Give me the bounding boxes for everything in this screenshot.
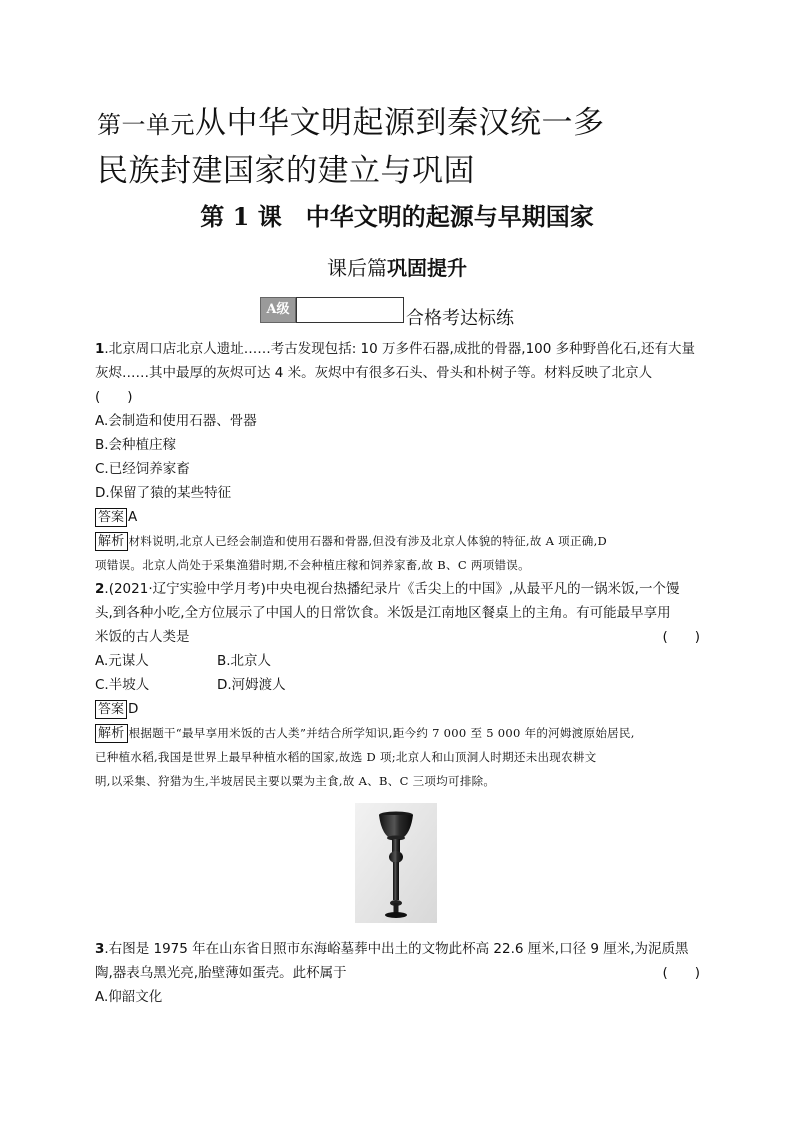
q2-number: 2 [95,581,105,597]
q3-paren: ( ) [662,965,700,981]
q2-option-a: A.元谋人 [95,653,149,669]
section-title [0,252,794,281]
explain-tag: 解析 [95,724,128,743]
q3-number: 3 [95,941,105,957]
q1-stem-line1 [95,337,700,361]
q1-option-a: A.会制造和使用石器、骨器 [95,413,257,429]
q3-stem-text1: .右图是 1975 年在山东省日照市东海峪墓葬中出土的文物此杯高 22.6 厘米,口径 9 厘米,为泥质黑 [104,941,689,957]
q2-answer-value: D [128,701,139,717]
q1-stem-text1: .北京周口店北京人遗址……考古发现包括: 10 万多件石器,成批的骨器,100 多种野兽化石,还有大量 [104,341,695,357]
q2-stem-text1: .(2021·辽宁实验中学月考)中央电视台热播纪录片《舌尖上的中国》,从最平凡的一锅米饭,一个馒 [104,581,680,597]
q2-option-c: C.半坡人 [95,677,150,693]
q3-stem-line1 [95,937,700,961]
q2-options-row2 [95,673,700,697]
q1-explain-line2: 项错误。北京人尚处于采集渔猎时期,不会种植庄稼和饲养家畜,故 B、C 两项错误。 [95,558,530,572]
answer-tag: 答案 [95,700,127,719]
q2-explain-line1: 根据题干“最早享用米饭的古人类”并结合所学知识,距今约 7 000 至 5 000 年的河姆渡原始居民, [128,726,635,740]
q2-explain-line3: 明,以采集、狩猎为生,半坡居民主要以粟为主食,故 A、B、C 三项均可排除。 [95,774,496,788]
q1-stem-line2: 灰烬……其中最厚的灰烬可达 4 米。灰烬中有很多石头、骨头和朴树子等。材料反映了北京人 [95,365,653,381]
answer-tag: 答案 [95,508,127,527]
q1-option-b: B.会种植庄稼 [95,437,177,453]
eggshell-cup-image [355,803,437,923]
q1-option-d: D.保留了猿的某些特征 [95,485,232,501]
q1-answer [95,505,700,529]
level-badge: A级 [260,297,296,323]
q1-option-c: C.已经饲养家畜 [95,461,190,477]
explain-tag: 解析 [95,532,128,551]
question-1 [95,337,700,577]
unit-prefix: 第一单元 [97,111,195,139]
pottery-cup-photo [355,803,437,923]
q1-answer-value: A [128,509,138,525]
level-label: 合格考达标练 [406,308,514,329]
section-title-a: 课后篇 [327,256,387,280]
question-2 [95,577,700,793]
score-blank [296,297,404,323]
section-title-b: 巩固提升 [387,256,467,280]
q2-explain-line2: 已种植水稻,我国是世界上最早种植水稻的国家,故选 D 项;北京人和山顶洞人时期还未出现农耕文 [95,750,597,764]
q3-stem-text2: 陶,器表乌黑光亮,胎壁薄如蛋壳。此杯属于 [95,965,347,981]
q2-stem-line3 [95,625,700,649]
unit-title [97,100,717,194]
q2-options-row1 [95,649,700,673]
unit-title-text1: 从中华文明起源到秦汉统一多 [195,105,605,141]
q3-stem-line2 [95,961,700,985]
q1-explanation [95,529,700,553]
q2-stem-text3: 米饭的古人类是 [95,629,190,645]
q2-paren: ( ) [662,629,700,645]
q2-stem-line2: 头,到各种小吃,全方位展示了中国人的日常饮食。米饭是江南地区餐桌上的主角。有可能最早享用 [95,605,671,621]
q1-explain-line1: 材料说明,北京人已经会制造和使用石器和骨器,但没有涉及北京人体貌的特征,故 A 项正确,D [128,534,608,548]
question-3 [95,937,700,1009]
q1-paren: ( ) [95,389,133,405]
unit-title-line1 [97,100,717,148]
unit-title-line2: 民族封建国家的建立与巩固 [97,153,475,189]
q2-explanation [95,721,700,745]
q2-option-d: D.河姆渡人 [217,677,286,693]
q3-option-a: A.仰韶文化 [95,989,163,1005]
q1-number: 1 [95,341,105,357]
lesson-title: 第 1 课 中华文明的起源与早期国家 [200,202,594,231]
q2-answer [95,697,700,721]
q2-stem-line1 [95,577,700,601]
q2-option-b: B.北京人 [217,653,272,669]
